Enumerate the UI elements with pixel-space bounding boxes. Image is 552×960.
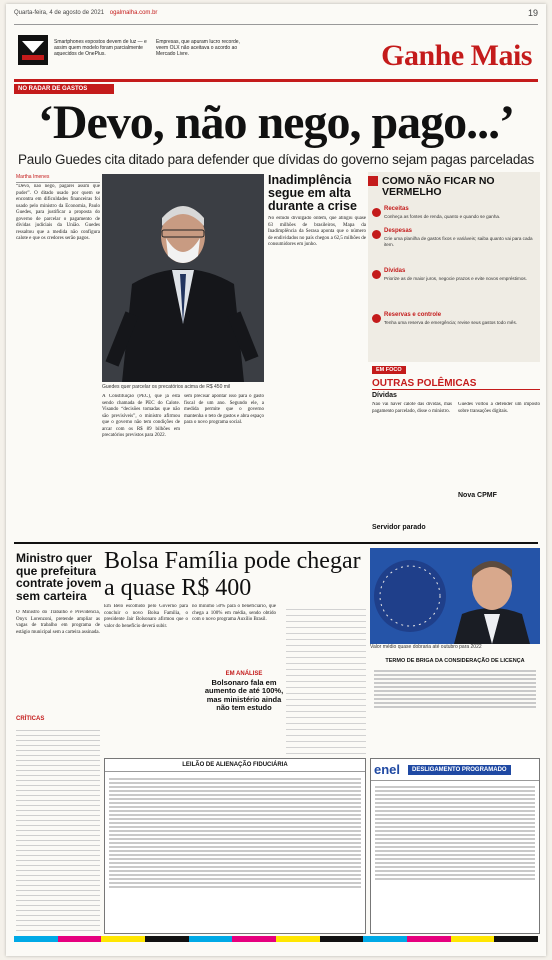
section-logo: Ganhe Mais	[381, 39, 532, 72]
section-label: NO RADAR DE GASTOS	[14, 84, 114, 94]
article-column-3: sem precisar apontar isso para o gasto fiscal de um ano. Segundo ele, a medida permite que o governo mantenha o teto de gastos e abra espaço para o novo programa social.	[184, 394, 264, 425]
inset-label: EM ANÁLISE	[225, 671, 263, 677]
bolsonaro-illustration	[370, 548, 540, 644]
tip-title-receitas: Receitas	[384, 206, 409, 212]
reservas-icon	[372, 314, 381, 323]
guedes-illustration	[102, 174, 264, 382]
opinion-title: OUTRAS POLÊMICAS	[372, 378, 540, 390]
enel-ad[interactable]	[370, 758, 540, 934]
tip-title-reservas: Reservas e controle	[384, 312, 442, 318]
tip-text-reservas: Tenha uma reserva de emergência; revise seus gastos todo mês.	[384, 320, 518, 325]
teaser-empresas[interactable]: Empresas, que apuram lucro recorde, veem OLX não aceitava o acordo ao Mercado Livre.	[156, 39, 240, 57]
photo-caption: Guedes quer parcelar os precatórios acima de R$ 450 mil	[102, 384, 231, 390]
opinion-right-name: Nova CPMF	[458, 492, 497, 499]
tip-text-dividas: Priorize as de maior juros, negocie prazos e evite novos empréstimos.	[384, 276, 527, 281]
article-column-1: “Devo, não nego, pagarei assim que puder”. O ditado usado por quem se encontra em dificuldades financeiras foi usado pelo ministro da Economia, Paulo Guedes, para justificar a proposta do governo de parcelar o pagamento de dívidas judiciais da União. Guedes ressaltou que a medida não configura calote e que os credores serão pagos.	[16, 184, 100, 241]
page-header	[14, 24, 538, 82]
tips-box	[368, 172, 540, 362]
main-headline: ‘Devo, não nego, pago...’	[37, 96, 515, 149]
inadimplencia-headline: Inadimplência segue em alta durante a crise	[268, 173, 357, 213]
leilao-body-lines	[105, 772, 365, 888]
teaser-smartphones[interactable]: Smartphones expostos devem de luz — e assim quem modelo foram parcialmente aquecidos de OnePlus.	[54, 39, 147, 57]
bolsa-headline: Bolsa Família pode chegar a quase R$ 400	[104, 548, 361, 601]
jovem-headline: Ministro quer que prefeitura contrate jovem sem carteira	[16, 551, 102, 603]
main-subheadline: Paulo Guedes cita ditado para defender que dívidas do governo sejam pagas parceladas	[17, 152, 535, 167]
legal-title: TERMO DE BRIGA DA CONSIDERAÇÃO DE LICENÇA	[385, 658, 525, 664]
tip-title-despesas: Despesas	[384, 228, 413, 234]
byline: Martha Imenes	[16, 174, 100, 183]
tip-text-receitas: Conheça as fontes de renda, quanto e quando se ganha.	[384, 214, 501, 219]
enel-title: DESLIGAMENTO PROGRAMADO	[408, 765, 511, 775]
issue-date: Quarta-feira, 4 de agosto de 2021	[14, 10, 105, 16]
opinion-right-text: Guedes voltou a defender um imposto sobre transações digitais.	[458, 402, 540, 414]
newspaper-page	[6, 4, 546, 956]
box-marker-icon	[368, 176, 378, 186]
teaser-arrow-icon	[18, 35, 48, 65]
guedes-photo	[102, 174, 264, 382]
tips-box-title: COMO NÃO FICAR NO VERMELHO	[382, 175, 495, 198]
page-topline	[14, 10, 538, 20]
bolsonaro-photo	[370, 548, 540, 644]
inset-text: Bolsonaro fala em aumento de até 100%, mas ministério ainda não tem estudo	[204, 677, 284, 712]
opinion-left-name-2: Servidor parado	[372, 524, 426, 531]
leilao-ad[interactable]	[104, 758, 366, 934]
dividas-icon	[372, 270, 381, 279]
bolsa-column-2: no mínimo 50% para o beneficiário, que chega a 100% em média, sendo obtido com o novo programa Auxílio Brasil.	[192, 604, 276, 622]
receitas-icon	[372, 208, 381, 217]
opinion-left-text: Não vai haver calote das dívidas, mas pagamento parcelado, disse o ministro.	[372, 402, 452, 414]
bolsa-column-1: Em Belo escolhido pelo Governo para concluir o novo Bolsa Família, o presidente Jair Bolsonaro afirmou que o valor do benefício deverá subir.	[104, 604, 188, 629]
article-column-2: A Constituição (PEC), que já está sendo chamada de PEC do Calote. Visando “decisões tomadas que não são previsíveis”, o ministro afirmou que o governo não tem condições de arcar com os R$ 89 bilhões em precatórios previstos para 2022.	[102, 394, 180, 438]
legal-notice	[370, 648, 540, 754]
tip-text-despesas: Crie uma planilha de gastos fixos e variáveis; saiba quanto vai para cada item.	[384, 236, 533, 247]
site-url[interactable]: ogalmalha.com.br	[109, 10, 158, 16]
bolsa-inset	[204, 670, 284, 713]
section-divider	[14, 542, 538, 544]
criticas-label: CRÍTICAS	[16, 716, 45, 722]
enel-logo: enel	[374, 762, 401, 777]
bolsonaro-caption: Valor médio quase dobraria até outubro para 2022	[370, 644, 482, 650]
enel-header	[371, 759, 539, 781]
leilao-title: LEILÃO DE ALIENAÇÃO FIDUCIÁRIA	[105, 759, 365, 772]
opinion-left-name: Dívidas	[372, 392, 397, 399]
despesas-icon	[372, 230, 381, 239]
inadimplencia-article: No estudo divulgado ontem, que atingiu quase 63 milhões de brasileiros, Mapa da Inadimplência da Serasa aponta que o número de endividados no país chegou a 62,5 milhões de consumidores em junho.	[268, 216, 366, 247]
criticas-text	[16, 726, 100, 934]
jovem-article: O Ministro do Trabalho e Previdência, Onyx Lorenzoni, pretende ampliar as vagas de trabalho em programa de estágio municipal sem a carteira assinada.	[16, 610, 100, 635]
bolsa-column-3	[286, 604, 366, 754]
enel-table-lines	[371, 781, 539, 880]
print-color-bar	[14, 936, 538, 942]
page-number: 19	[527, 8, 538, 18]
legal-text-lines	[370, 670, 540, 708]
opinion-label: EM FOCO	[372, 366, 406, 374]
tip-title-dividas: Dívidas	[384, 268, 406, 274]
